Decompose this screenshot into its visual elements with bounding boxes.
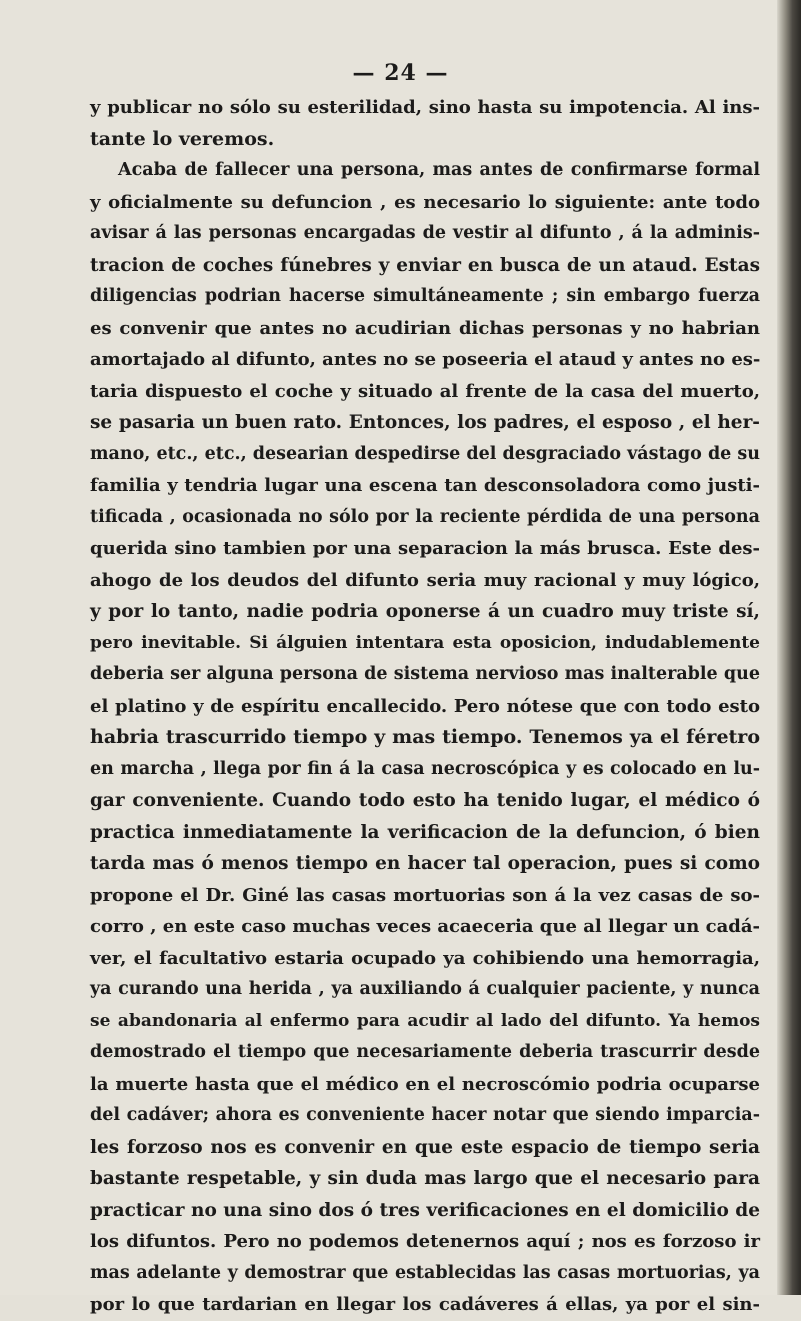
text-line: y oficialmente su defuncion , es necesario lo siguiente: ante todo: [90, 191, 760, 213]
text-line: y por lo tanto, nadie podria oponerse á un cuadro muy triste sí,: [90, 601, 760, 622]
text-line: gar conveniente. Cuando todo esto ha tenido lugar, el médico ó: [90, 790, 760, 811]
text-line: en marcha , llega por fin á la casa necroscópica y es colocado en lu-: [90, 758, 760, 779]
text-line: demostrado el tiempo que necesariamente deberia trascurrir desde: [90, 1042, 760, 1062]
text-line: mas adelante y demostrar que establecidas las casas mortuorias, ya: [90, 1262, 760, 1283]
text-line: el platino y de espíritu encallecido. Pero nótese que con todo esto: [90, 695, 760, 717]
text-line: por lo que tardarian en llegar los cadáveres á ellas, ya por el sin-: [90, 1294, 760, 1315]
text-line: avisar á las personas encargadas de vestir al difunto , á la adminis-: [90, 223, 760, 243]
text-line: diligencias podrian hacerse simultáneamente ; sin embargo fuerza: [90, 286, 760, 306]
text-line: los difuntos. Pero no podemos detenernos aquí ; nos es forzoso ir: [90, 1231, 760, 1252]
book-binding-edge: [777, 0, 801, 1295]
text-line: Acaba de fallecer una persona, mas antes de confirmarse formal: [118, 160, 760, 180]
text-line: ya curando una herida , ya auxiliando á cualquier paciente, y nunca: [90, 979, 760, 999]
text-line: bastante respetable, y sin duda mas largo que el necesario para: [90, 1168, 760, 1189]
text-line: les forzoso nos es convenir en que este espacio de tiempo seria: [90, 1136, 760, 1158]
text-line: se abandonaria al enfermo para acudir al lado del difunto. Ya hemos: [90, 1010, 760, 1031]
body-text: [90, 92, 760, 1321]
text-line: mano, etc., etc., desearian despedirse del desgraciado vástago de su: [90, 443, 760, 464]
text-line: tarda mas ó menos tiempo en hacer tal operacion, pues si como: [90, 853, 760, 874]
text-line: habria trascurrido tiempo y mas tiempo. Tenemos ya el féretro: [90, 726, 760, 748]
page-number: — 24 —: [352, 60, 449, 86]
text-line: taria dispuesto el coche y situado al frente de la casa del muerto,: [90, 380, 760, 402]
text-line: querida sino tambien por una separacion la más brusca. Este des-: [90, 538, 760, 559]
text-line: tante lo veremos.: [90, 127, 275, 150]
text-line: corro , en este caso muchas veces acaeceria que al llegar un cadá-: [90, 916, 760, 937]
text-line: se pasaria un buen rato. Entonces, los padres, el esposo , el her-: [90, 412, 760, 433]
text-line: amortajado al difunto, antes no se poseeria el ataud y antes no es-: [90, 349, 761, 370]
text-line: deberia ser alguna persona de sistema nervioso mas inalterable que: [90, 664, 760, 684]
text-line: del cadáver; ahora es conveniente hacer notar que siendo imparcia-: [90, 1105, 760, 1125]
text-line: practicar no una sino dos ó tres verificaciones en el domicilio de: [90, 1199, 760, 1221]
text-line: ver, el facultativo estaria ocupado ya cohibiendo una hemorragia,: [90, 947, 760, 969]
text-line: tificada , ocasionada no sólo por la reciente pérdida de una persona: [90, 506, 760, 527]
text-line: ahogo de los deudos del difunto seria muy racional y muy lógico,: [90, 569, 760, 591]
text-line: familia y tendria lugar una escena tan desconsoladora como justi-: [90, 475, 760, 496]
text-line: propone el Dr. Giné las casas mortuorias son á la vez casas de so-: [90, 884, 760, 906]
text-line: es convenir que antes no acudirian dichas personas y no habrian: [90, 317, 760, 339]
text-line: pero inevitable. Si álguien intentara esta oposicion, indudablemente: [90, 632, 760, 653]
text-line: tracion de coches fúnebres y enviar en busca de un ataud. Estas: [90, 254, 760, 276]
text-line: la muerte hasta que el médico en el necroscómio podria ocuparse: [90, 1073, 760, 1095]
text-line: practica inmediatamente la verificacion de la defuncion, ó bien: [90, 821, 760, 843]
text-line: y publicar no sólo su esterilidad, sino hasta su impotencia. Al ins-: [90, 97, 760, 118]
